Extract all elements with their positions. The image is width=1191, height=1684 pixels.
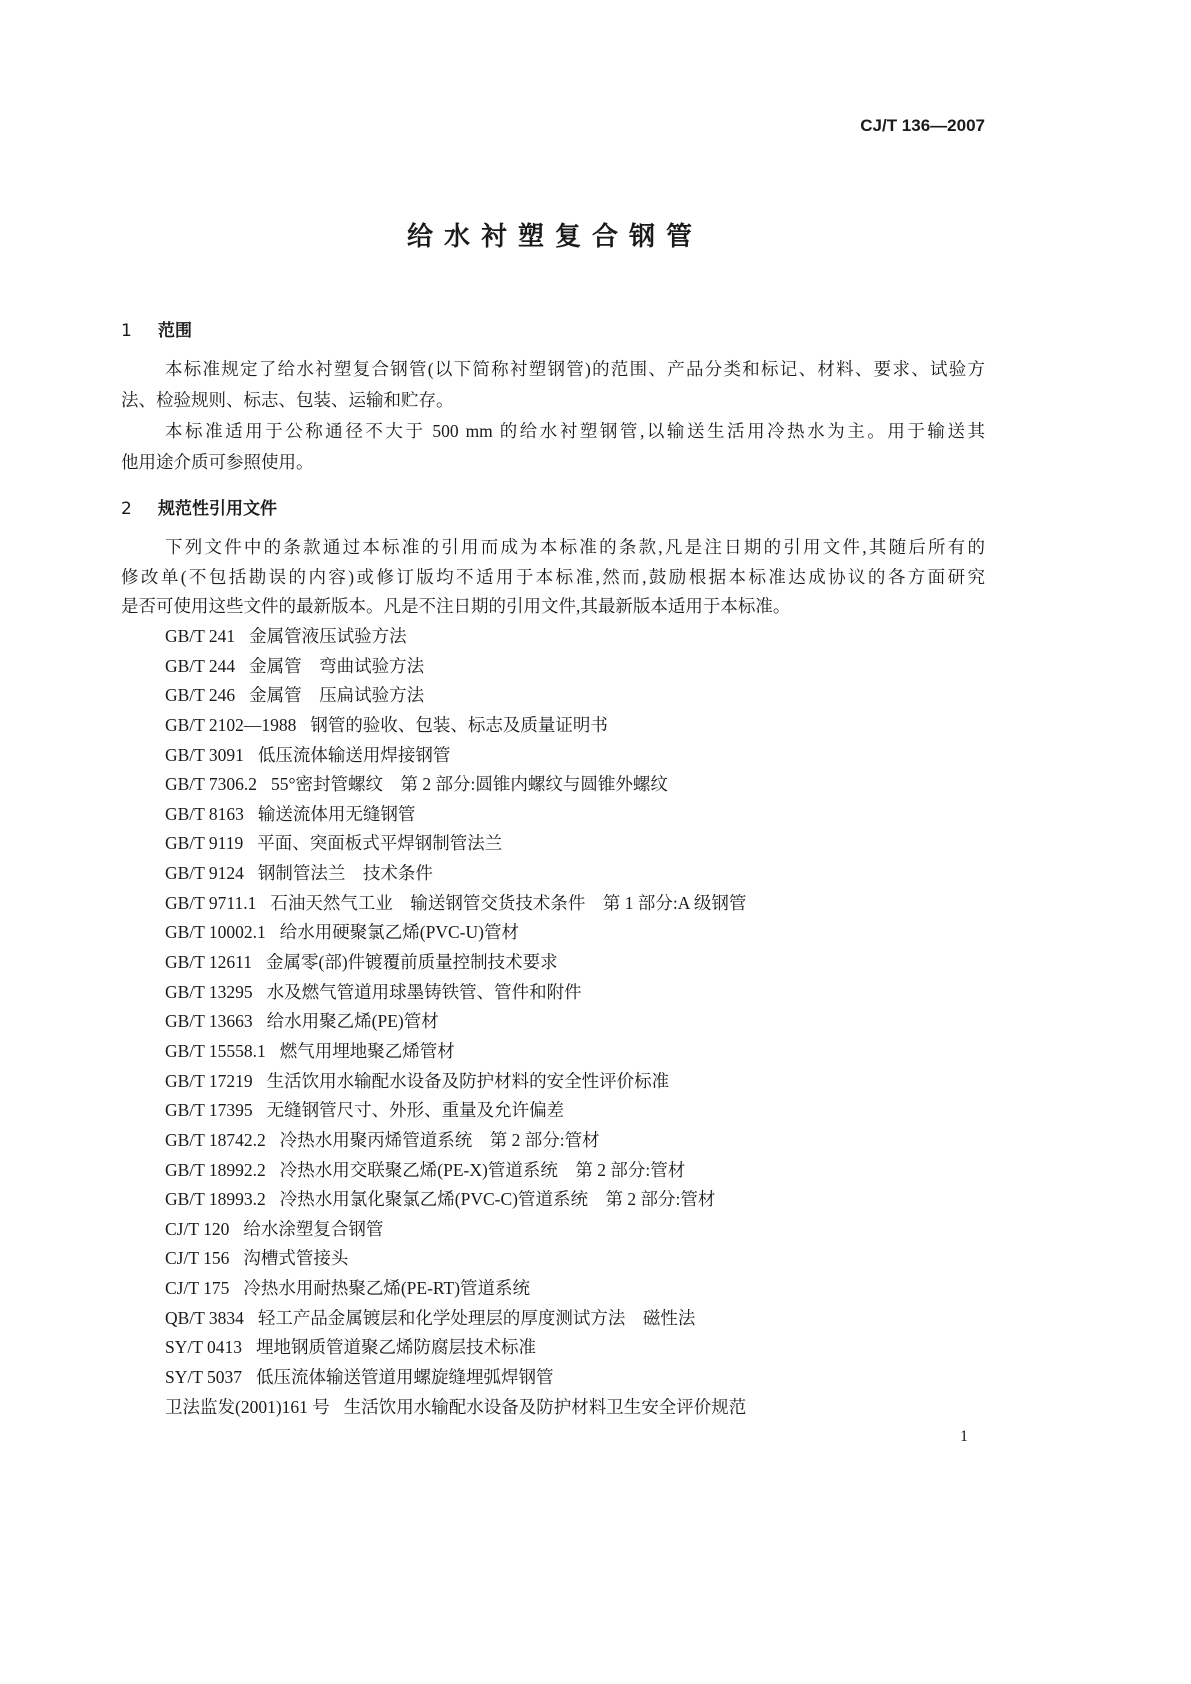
reference-code: CJ/T 175 [165,1278,230,1299]
reference-item [165,1156,746,1186]
reference-title: 钢管的验收、包装、标志及质量证明书 [310,714,608,735]
reference-title: 燃气用埋地聚乙烯管材 [279,1040,455,1061]
reference-title: 水及燃气管道用球墨铸铁管、管件和附件 [266,981,582,1002]
reference-title: 冷热水用交联聚乙烯(PE-X)管道系统 第 2 部分:管材 [279,1159,686,1180]
section-heading-scope [121,316,192,341]
reference-item [165,652,746,682]
reference-code: GB/T 7306.2 [165,774,258,795]
section-heading-normative-references [121,494,277,519]
document-title: 给水衬塑复合钢管 [406,222,703,252]
reference-item [165,711,746,741]
reference-code: GB/T 13663 [165,1011,253,1032]
reference-item [165,770,746,800]
reference-code: GB/T 13295 [165,981,253,1002]
paragraph-line: 修改单(不包括勘误的内容)或修订版均不适用于本标准,然而,鼓励根据本标准达成协议的各方面研究 [121,566,985,587]
paragraph-line: 他用途介质可参照使用。 [121,452,314,472]
reference-title: 给水涂塑复合钢管 [243,1218,384,1239]
reference-code: GB/T 3091 [165,744,244,765]
page-number: 1 [960,1428,968,1445]
reference-item [165,1037,746,1067]
paragraph-line: 本标准规定了给水衬塑复合钢管(以下简称衬塑钢管)的范围、产品分类和标记、材料、要求、试验方 [165,359,985,379]
reference-title: 冷热水用聚丙烯管道系统 第 2 部分:管材 [279,1129,600,1150]
reference-item [165,800,746,830]
reference-item [165,1393,746,1423]
reference-title: 沟槽式管接头 [243,1248,349,1269]
reference-item [165,1067,746,1097]
reference-item [165,1244,746,1274]
reference-title: 输送流体用无缝钢管 [257,803,416,824]
reference-code: SY/T 5037 [165,1367,242,1388]
section-title: 规范性引用文件 [158,499,277,519]
reference-item [165,889,746,919]
reference-code: SY/T 0413 [165,1337,242,1358]
reference-code: GB/T 18742.2 [165,1129,266,1150]
reference-code: GB/T 9711.1 [165,892,257,913]
reference-item [165,1333,746,1363]
reference-title: 石油天然气工业 输送钢管交货技术条件 第 1 部分:A 级钢管 [270,892,747,913]
reference-title: 55°密封管螺纹 第 2 部分:圆锥内螺纹与圆锥外螺纹 [271,774,668,795]
reference-code: GB/T 8163 [165,803,244,824]
reference-title: 金属管 压扁试验方法 [249,685,425,706]
reference-code: GB/T 18992.2 [165,1159,266,1180]
reference-title: 冷热水用耐热聚乙烯(PE-RT)管道系统 [243,1278,531,1299]
reference-title: 埋地钢质管道聚乙烯防腐层技术标准 [255,1337,536,1358]
reference-title: 金属管液压试验方法 [249,626,407,646]
reference-item [165,1274,746,1304]
reference-code: GB/T 9124 [165,863,244,884]
standard-number: CJ/T 136—2007 [860,116,985,135]
reference-title: 轻工产品金属镀层和化学处理层的厚度测试方法 磁性法 [257,1307,696,1328]
reference-title: 金属管 弯曲试验方法 [249,655,425,676]
reference-title: 低压流体输送用焊接钢管 [257,744,451,765]
scope-paragraphs [121,354,985,478]
reference-item [165,1304,746,1334]
reference-code: GB/T 18993.2 [165,1189,266,1210]
reference-code: GB/T 244 [165,655,236,676]
paragraph-line: 本标准适用于公称通径不大于 500 mm 的给水衬塑钢管,以输送生活用冷热水为主。用于输送其 [165,421,985,441]
reference-item [165,829,746,859]
reference-item [165,948,746,978]
reference-code: QB/T 3834 [165,1307,244,1328]
reference-item [165,1126,746,1156]
reference-title: 低压流体输送管道用螺旋缝埋弧焊钢管 [255,1367,554,1388]
reference-item [165,1096,746,1126]
reference-code: GB/T 17219 [165,1070,253,1091]
reference-code: CJ/T 120 [165,1218,230,1239]
reference-item [165,622,746,652]
reference-item [165,1363,746,1393]
reference-code: GB/T 12611 [165,952,253,973]
reference-item [165,1185,746,1215]
reference-code: GB/T 10002.1 [165,922,266,943]
reference-title: 钢制管法兰 技术条件 [257,863,433,884]
reference-title: 生活饮用水输配水设备及防护材料卫生安全评价规范 [343,1396,747,1417]
paragraph-line: 法、检验规则、标志、包装、运输和贮存。 [121,390,454,410]
reference-title: 冷热水用氯化聚氯乙烯(PVC-C)管道系统 第 2 部分:管材 [279,1189,716,1210]
reference-item [165,1007,746,1037]
section-number: 1 [121,321,132,341]
reference-code: GB/T 246 [165,685,236,706]
reference-code: GB/T 2102—1988 [165,714,297,735]
section-number: 2 [121,499,132,519]
reference-item [165,978,746,1008]
section-title: 范围 [158,321,192,341]
reference-code: CJ/T 156 [165,1248,230,1269]
reference-title: 给水用聚乙烯(PE)管材 [266,1011,439,1032]
paragraph-line: 是否可使用这些文件的最新版本。凡是不注日期的引用文件,其最新版本适用于本标准。 [121,596,791,617]
reference-code: GB/T 17395 [165,1100,253,1121]
reference-code: GB/T 9119 [165,833,244,854]
reference-list [165,622,746,1422]
paragraph-line: 下列文件中的条款通过本标准的引用而成为本标准的条款,凡是注日期的引用文件,其随后所有的 [165,537,985,557]
reference-title: 无缝钢管尺寸、外形、重量及允许偏差 [266,1100,565,1121]
reference-item [165,741,746,771]
reference-title: 生活饮用水输配水设备及防护材料的安全性评价标准 [266,1070,670,1091]
reference-code: 卫法监发(2001)161 号 [165,1396,330,1417]
reference-code: GB/T 15558.1 [165,1040,266,1061]
reference-title: 金属零(部)件镀覆前质量控制技术要求 [266,952,558,973]
reference-item [165,918,746,948]
references-intro [121,533,985,622]
reference-item [165,681,746,711]
reference-item [165,859,746,889]
reference-code: GB/T 241 [165,626,236,646]
reference-item [165,1215,746,1245]
reference-title: 平面、突面板式平焊钢制管法兰 [257,833,503,854]
reference-title: 给水用硬聚氯乙烯(PVC-U)管材 [279,922,519,943]
